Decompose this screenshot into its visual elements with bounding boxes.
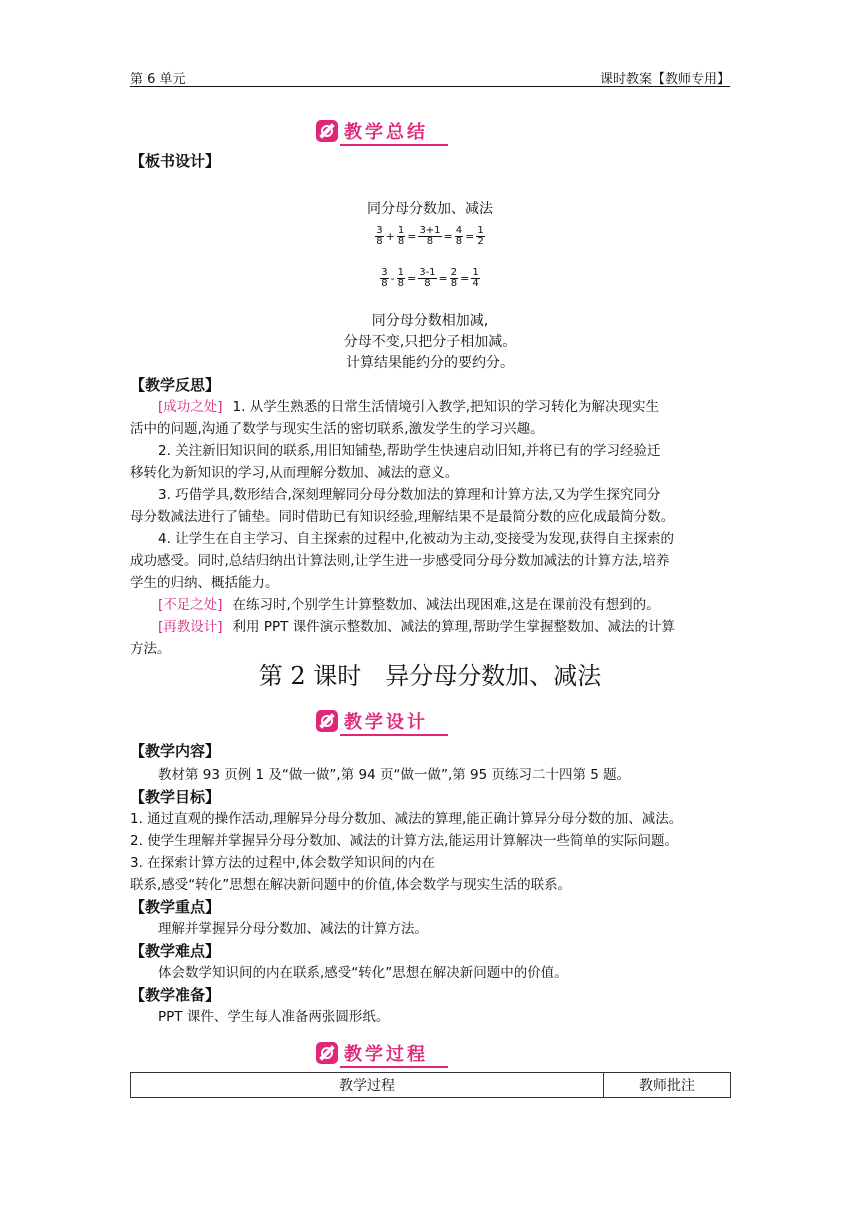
reflection-para-1-cont: 活中的问题,沟通了数学与现实生活的密切联系,激发学生的学习兴趣。 <box>130 421 544 437</box>
reflection-para-4-cont: 成功感受。同时,总结归纳出计算法则,让学生进一步感受同分母分数加减法的计算方法,培养 <box>130 553 670 569</box>
content-heading: 【教学内容】 <box>130 742 221 760</box>
section-logo-icon <box>316 120 338 142</box>
banner-summary <box>316 118 448 144</box>
table-row <box>131 1073 731 1098</box>
board-rule-2: 分母不变,只把分子相加减。 <box>343 334 517 350</box>
goal-1: 1. 通过直观的操作活动,理解异分母分数加、减法的算理,能正确计算异分母分数的加、减法。 <box>130 811 683 827</box>
content-text: 教材第 93 页例 1 及“做一做”,第 94 页“做一做”,第 95 页练习二十四第 5 题。 <box>158 767 631 783</box>
goals-heading: 【教学目标】 <box>130 788 221 806</box>
reflection-para-3-cont: 母分数减法进行了铺垫。同时借助已有知识经验,理解结果不是最简分数的应化成最简分数。 <box>130 509 675 525</box>
header-unit: 第 6 单元 <box>130 72 186 87</box>
fraction: $\frac{4}{8}$ <box>455 225 463 247</box>
success-tag: [成功之处] <box>158 399 223 415</box>
fraction: $\frac{1}{8}$ <box>397 225 405 247</box>
board-rule-1: 同分母分数相加减, <box>371 313 489 329</box>
header-title: 课时教案【教师专用】 <box>599 72 730 87</box>
fraction: $\frac{1}{4}$ <box>472 267 479 289</box>
goal-2: 2. 使学生理解并掌握异分母分数加、减法的计算方法,能运用计算解决一些简单的实际问题。 <box>130 833 678 849</box>
reflection-para-3: 3. 巧借学具,数形结合,深刻理解同分母分数加法的算理和计算方法,又为学生探究同分 <box>158 487 661 503</box>
reflection-para-1: [成功之处] 1. 从学生熟悉的日常生活情境引入教学,把知识的学习转化为解决现实生 <box>158 399 660 415</box>
banner-underline <box>340 144 448 146</box>
board-heading: 【板书设计】 <box>130 152 221 170</box>
board-equation-sub: $\frac{3}{8}$ - $\frac{1}{8}$ = $\frac{3-1}{8}$ = $\frac{2}{8}$ = $\frac{1}{4}$ <box>381 267 479 289</box>
section-logo-icon <box>316 1042 338 1064</box>
lesson-title: 第 2 课时 异分母分数加、减法 <box>258 662 602 690</box>
prep-heading: 【教学准备】 <box>130 986 221 1004</box>
fraction: $\frac{3}{8}$ <box>381 267 388 289</box>
table-header-process: 教学过程 <box>131 1073 604 1098</box>
fraction: $\frac{3-1}{8}$ <box>419 267 436 289</box>
prep-text: PPT 课件、学生每人准备两张圆形纸。 <box>158 1009 390 1025</box>
goal-3: 3. 在探索计算方法的过程中,体会数学知识间的内在 <box>130 855 435 871</box>
reflection-para-2-cont: 移转化为新知识的学习,从而理解分数加、减法的意义。 <box>130 465 459 481</box>
banner-summary-label: 教学总结 <box>344 122 428 143</box>
lack-tag: [不足之处] <box>158 597 223 613</box>
process-table <box>130 1072 731 1098</box>
key-heading: 【教学重点】 <box>130 898 221 916</box>
banner-process-label: 教学过程 <box>344 1044 428 1065</box>
redesign-tag: [再教设计] <box>158 619 223 635</box>
board-equation-add: $\frac{3}{8}$ + $\frac{1}{8}$ = $\frac{3+1}{8}$ = $\frac{4}{8}$ = $\frac{1}{2}$ <box>376 225 484 247</box>
reflection-lack: [不足之处] 在练习时,个别学生计算整数加、减法出现困难,这是在课前没有想到的。 <box>158 597 660 613</box>
header-rule <box>130 86 730 87</box>
board-rule-3: 计算结果能约分的要约分。 <box>346 355 514 371</box>
reflection-redesign: [再教设计] 利用 PPT 课件演示整数加、减法的算理,帮助学生掌握整数加、减法的计算 <box>158 619 675 635</box>
reflection-para-4-end: 学生的归纳、概括能力。 <box>130 575 279 591</box>
fraction: $\frac{3+1}{8}$ <box>419 225 441 247</box>
banner-design-label: 教学设计 <box>344 712 428 733</box>
table-header-notes: 教师批注 <box>604 1073 731 1098</box>
fraction: $\frac{2}{8}$ <box>450 267 458 289</box>
fraction: $\frac{1}{8}$ <box>397 267 404 289</box>
reflection-para-2: 2. 关注新旧知识间的联系,用旧知铺垫,帮助学生快速启动旧知,并将已有的学习经验迁 <box>158 443 661 459</box>
fraction: $\frac{3}{8}$ <box>376 225 383 247</box>
difficulty-text: 体会数学知识间的内在联系,感受“转化”思想在解决新问题中的价值。 <box>158 965 568 981</box>
banner-underline <box>340 734 448 736</box>
reflection-redesign-cont: 方法。 <box>130 641 171 657</box>
reflection-heading: 【教学反思】 <box>130 376 221 394</box>
banner-process <box>316 1040 448 1066</box>
fraction: $\frac{1}{2}$ <box>477 225 484 247</box>
section-logo-icon <box>316 710 338 732</box>
goal-3-cont: 联系,感受“转化”思想在解决新问题中的价值,体会数学与现实生活的联系。 <box>130 877 572 893</box>
reflection-para-4: 4. 让学生在自主学习、自主探索的过程中,化被动为主动,变接受为发现,获得自主探索的 <box>158 531 675 547</box>
board-title: 同分母分数加、减法 <box>367 201 493 217</box>
banner-underline <box>340 1066 448 1068</box>
difficulty-heading: 【教学难点】 <box>130 942 221 960</box>
banner-design <box>316 708 448 734</box>
key-text: 理解并掌握异分母分数加、减法的计算方法。 <box>158 921 428 937</box>
